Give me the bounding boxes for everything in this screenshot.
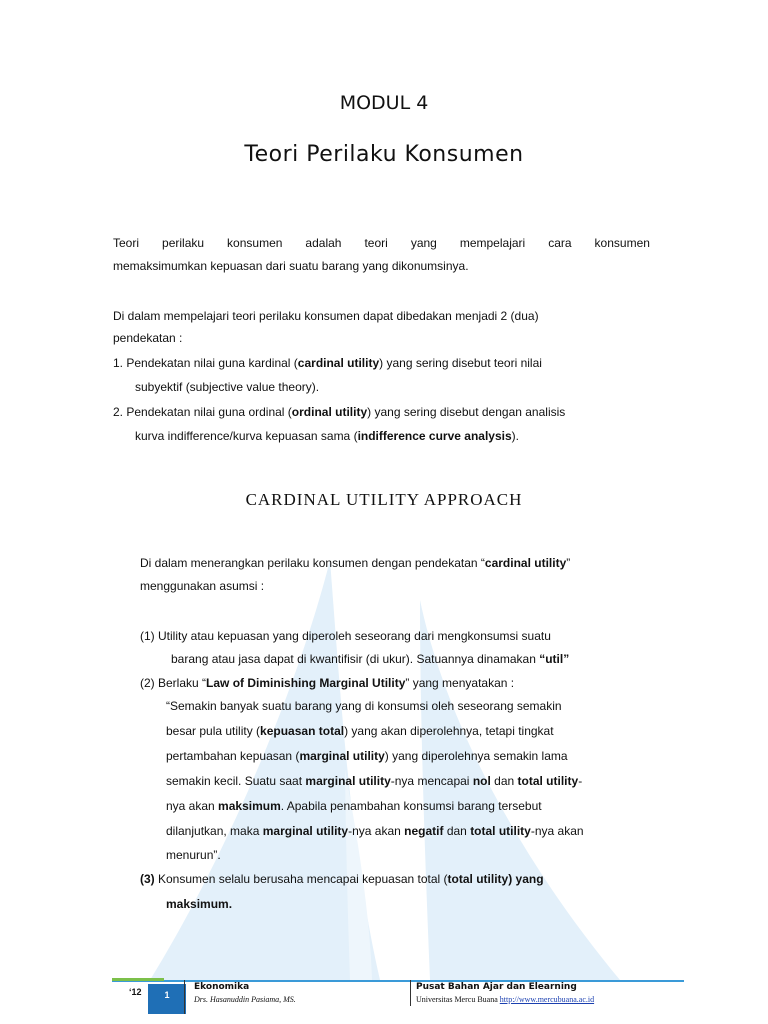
approaches-line-1: Di dalam mempelajari teori perilaku konsumen dapat dibedakan menjadi 2 (dua) [113,309,539,323]
assumption-3: (3) Konsumen selalu berusaha mencapai kepuasan total (total utility) yang [140,872,544,886]
footer-author: Drs. Hasanuddin Pasiama, MS. [194,995,296,1004]
assumption-1: (1) Utility atau kepuasan yang diperoleh seseorang dari mengkonsumsi suatu [140,629,551,643]
quote-line-4: semakin kecil. Suatu saat marginal utility-nya mencapai nol dan total utility- [166,774,583,788]
quote-line-1: “Semakin banyak suatu barang yang di konsumsi oleh seseorang semakin [166,699,562,713]
footer-course: Ekonomika [194,982,250,992]
footer-divider-2 [410,980,411,1006]
assumption-1-cont: barang atau jasa dapat di kwantifisir (di ukur). Satuannya dinamakan “util” [171,652,570,666]
section-heading: CARDINAL UTILITY APPROACH [245,490,523,509]
module-label: MODUL 4 [339,92,429,114]
footer-center-name: Pusat Bahan Ajar dan Elearning [416,982,577,992]
footer-divider-1 [184,980,185,1014]
approach-item-2-cont: kurva indifference/kurva kepuasan sama (indifference curve analysis). [135,429,519,443]
section-intro-line-2: menggunakan asumsi : [140,579,265,593]
assumption-3-cont: maksimum. [166,897,233,911]
quote-line-7: menurun”. [166,848,221,862]
page-number: 1 [148,984,186,1014]
quote-line-2: besar pula utility (kepuasan total) yang akan diperolehnya, tetapi tingkat [166,724,554,738]
intro-line-1: Teori perilaku konsumen adalah teori yang mempelajari cara konsumen [113,236,650,250]
section-intro-line-1: Di dalam menerangkan perilaku konsumen dengan pendekatan “cardinal utility” [140,556,571,570]
quote-line-6: dilanjutkan, maka marginal utility-nya akan negatif dan total utility-nya akan [166,824,584,838]
approach-item-2: 2. Pendekatan nilai guna ordinal (ordinal utility) yang sering disebut dengan analisis [113,405,566,419]
approach-item-1-cont: subyektif (subjective value theory). [135,380,320,394]
footer-link[interactable]: http://www.mercubuana.ac.id [499,995,595,1004]
footer-year: ‘12 [129,987,142,997]
intro-line-2: memaksimumkan kepuasan dari suatu barang yang dikonumsinya. [113,259,469,273]
assumption-2: (2) Berlaku “Law of Diminishing Marginal Utility” yang menyatakan : [140,676,515,690]
quote-line-3: pertambahan kepuasan (marginal utility) yang diperolehnya semakin lama [166,749,568,763]
footer-accent [112,978,164,981]
page-title: Teori Perilaku Konsumen [244,142,524,167]
approach-item-1: 1. Pendekatan nilai guna kardinal (cardinal utility) yang sering disebut teori nilai [113,356,542,370]
approaches-line-2: pendekatan : [113,331,183,345]
footer-university: Universitas Mercu Buana http://www.mercubuana.ac.id [416,995,595,1004]
quote-line-5: nya akan maksimum. Apabila penambahan konsumsi barang tersebut [166,799,542,813]
